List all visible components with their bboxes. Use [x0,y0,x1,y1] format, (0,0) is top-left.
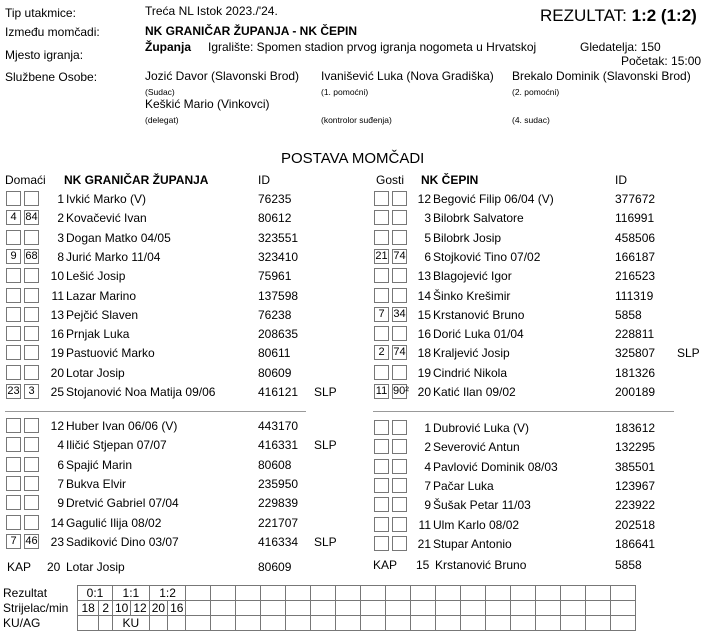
empty-cell [461,601,486,616]
divider [373,411,674,412]
empty-cell [286,616,311,631]
player-id: 458506 [615,231,656,245]
result-block [540,7,697,25]
event-box-1 [374,517,389,532]
player-name: Prnjak Luka [66,327,130,341]
empty-cell [386,616,411,631]
empty-cell [78,616,99,631]
lineup-title: POSTAVA MOMČADI [281,150,425,167]
empty-cell [186,601,211,616]
player-number: 12 [50,419,64,433]
player-name: Dretvić Gabriel 07/04 [66,496,179,510]
event-box-2 [24,515,39,530]
scorer-cell: 10 [113,601,131,616]
player-number: 3 [424,211,431,225]
player-id: 181326 [615,366,656,380]
spectators: Gledatelja: 150 [580,40,661,54]
away-captain-label: KAP [373,558,398,572]
player-name: Dorić Luka 01/04 [433,327,524,341]
scorer-cell: 18 [78,601,99,616]
away-id-header: ID [615,173,627,187]
result-label: REZULTAT: [540,6,627,25]
event-box-1 [6,230,21,245]
score-cell: 1:2 [149,586,186,601]
player-name: Lotar Josip [66,366,125,380]
event-box-2: 46 [25,535,38,547]
city: Županja [145,40,192,54]
player-note: SLP [314,438,337,452]
event-box-1 [374,478,389,493]
event-box-2: 74 [393,250,406,262]
event-box-1 [374,230,389,245]
event-box-2 [24,437,39,452]
venue-label: Mjesto igranja: [5,48,84,62]
empty-cell [361,586,386,601]
player-number: 20 [417,385,431,399]
player-name: Dogan Matko 04/05 [66,231,171,245]
away-captain-id: 5858 [615,558,642,572]
player-number: 1 [57,192,64,206]
player-name: Katić Ilan 09/02 [433,385,516,399]
player-number: 18 [417,346,431,360]
player-number: 1 [424,421,431,435]
empty-cell [211,586,236,601]
player-id: 111319 [615,289,654,303]
player-id: 323410 [258,250,299,264]
player-name: Cindrić Nikola [433,366,508,380]
empty-cell [311,601,336,616]
empty-cell [236,601,261,616]
player-name: Pastuović Marko [66,346,155,360]
player-id: 223922 [615,498,656,512]
player-number: 23 [50,535,64,549]
empty-cell [386,586,411,601]
player-id: 229839 [258,496,299,510]
player-number: 9 [424,498,431,512]
empty-cell [361,601,386,616]
player-name: Huber Ivan 06/06 (V) [66,419,178,433]
empty-cell [586,601,611,616]
divider [5,411,306,412]
event-box-1: 2 [374,345,389,360]
empty-cell [186,616,211,631]
player-id: 132295 [615,440,656,454]
empty-cell [561,616,586,631]
event-box-1: 4 [6,210,21,225]
player-name: Iličić Stjepan 07/07 [66,438,167,452]
event-box-2 [392,478,407,493]
empty-cell [511,601,536,616]
player-number: 3 [57,231,64,245]
empty-cell [168,616,186,631]
player-number: 19 [417,366,431,380]
player-number: 14 [417,289,431,303]
ku-cell: KU [113,616,150,631]
player-id: 221707 [258,516,299,530]
player-id: 5858 [615,308,642,322]
rezultat-label: Rezultat [3,586,48,600]
player-name: Kovačević Ivan [66,211,147,225]
player-name: Jurić Marko 11/04 [66,250,161,264]
empty-cell [99,616,113,631]
player-id: 80609 [258,366,292,380]
scorer-cell: 16 [168,601,186,616]
empty-cell [261,601,286,616]
player-number: 4 [57,438,64,452]
event-box-1 [374,326,389,341]
event-box-2 [392,326,407,341]
player-name: Stojković Tino 07/02 [433,250,541,264]
player-id: 228811 [615,327,655,341]
event-box-1 [374,210,389,225]
player-name: Stojanović Noa Matija 09/06 [66,385,216,399]
event-box-2: 3 [24,384,39,399]
home-captain-id: 80609 [258,560,292,574]
official-assistant-2: Brekalo Dominik (Slavonski Brod) [512,69,691,83]
player-name: Pačar Luka [433,479,494,493]
empty-cell [336,616,361,631]
away-captain-number: 15 [416,558,430,572]
empty-cell [486,601,511,616]
player-name: Pavlović Dominik 08/03 [433,460,558,474]
player-number: 6 [424,250,431,264]
kuag-label: KU/AG [3,616,41,630]
player-id: 416331 [258,438,299,452]
empty-cell [236,616,261,631]
event-box-1 [6,326,21,341]
event-box-1 [6,418,21,433]
empty-cell [261,616,286,631]
empty-cell [511,586,536,601]
away-team-name: NK ČEPIN [421,173,479,187]
event-box-1 [6,515,21,530]
empty-cell [561,586,586,601]
player-number: 25 [50,385,64,399]
player-name: Pejčić Slaven [66,308,139,322]
player-number: 11 [418,518,431,532]
player-number: 4 [424,460,431,474]
event-box-2 [24,288,39,303]
player-name: Blagojević Igor [433,269,512,283]
event-box-1 [374,420,389,435]
away-captain-name: Krstanović Bruno [435,558,527,572]
event-box-2 [24,345,39,360]
empty-cell [436,601,461,616]
player-name: Sadiković Dino 03/07 [66,535,179,549]
player-name: Bukva Elvir [66,477,127,491]
empty-cell [486,616,511,631]
event-box-1 [6,476,21,491]
player-number: 7 [424,479,431,493]
ground: Igralište: Spomen stadion prvog igranja nogometa u Hrvatskoj [208,40,537,54]
home-side-label: Domaći [5,173,46,187]
event-box-2 [392,191,407,206]
empty-cell [461,616,486,631]
player-id: 123967 [615,479,656,493]
competition: Treća NL Istok 2023./'24. [145,4,278,18]
event-box-2 [24,230,39,245]
empty-cell [386,601,411,616]
event-box-1 [374,191,389,206]
player-id: 80608 [258,458,292,472]
empty-cell [149,616,167,631]
player-id: 137598 [258,289,299,303]
player-name: Dubrović Luka (V) [433,421,530,435]
event-box-1 [6,268,21,283]
event-box-1 [374,439,389,454]
empty-cell [311,616,336,631]
empty-cell [561,601,586,616]
event-box-1 [374,268,389,283]
empty-cell [486,586,511,601]
official-role: (Sudac) [145,87,175,97]
event-box-2 [392,517,407,532]
player-name: Kraljević Josip [433,346,510,360]
event-box-2 [24,268,39,283]
summary-table [1,585,636,631]
home-captain-number: 20 [47,560,61,574]
player-number: 15 [417,308,431,322]
event-box-1: 11 [375,385,388,397]
player-number: 7 [57,477,64,491]
event-box-2 [392,536,407,551]
player-number: 10 [50,269,64,283]
home-id-header: ID [258,173,270,187]
event-box-1: 7 [374,307,389,322]
event-box-2 [24,326,39,341]
empty-cell [461,586,486,601]
event-box-2: 68 [25,250,38,262]
player-name: Šinko Krešimir [433,289,511,303]
player-number: 13 [417,269,431,283]
empty-cell [336,586,361,601]
empty-cell [311,586,336,601]
result-row [1,586,636,601]
scorer-cell: 20 [149,601,167,616]
player-id: 75961 [258,269,292,283]
match-title: NK GRANIČAR ŽUPANJA - NK ČEPIN [145,24,358,38]
empty-cell [236,586,261,601]
event-box-2 [24,457,39,472]
kuag-row [1,616,636,631]
player-id: 216523 [615,269,656,283]
event-box-2 [392,268,407,283]
official-role: (delegat) [145,115,179,125]
player-id: 323551 [258,231,299,245]
event-box-1 [6,191,21,206]
event-box-2 [392,497,407,512]
empty-cell [261,586,286,601]
player-number: 13 [50,308,64,322]
empty-cell [611,601,636,616]
event-box-2 [392,230,407,245]
away-side-label: Gosti [376,173,405,187]
scorer-cell: 12 [131,601,149,616]
event-box-1: 9 [6,249,21,264]
event-box-1 [374,536,389,551]
event-box-2 [24,418,39,433]
event-box-2 [24,191,39,206]
event-box-1: 23 [7,385,20,397]
empty-cell [411,616,436,631]
player-id: 80611 [258,346,291,360]
score-cell: 1:1 [113,586,150,601]
event-box-1 [374,288,389,303]
event-box-1 [6,437,21,452]
player-id: 202518 [615,518,656,532]
event-box-1 [6,307,21,322]
empty-cell [511,616,536,631]
player-number: 5 [424,231,431,245]
player-id: 186641 [615,537,656,551]
empty-cell [286,586,311,601]
empty-cell [411,586,436,601]
player-number: 21 [417,537,431,551]
official-delegate: Keškić Mario (Vinkovci) [145,97,270,111]
player-number: 8 [57,250,64,264]
player-id: 76238 [258,308,292,322]
score-cell: 0:1 [78,586,113,601]
empty-cell [361,616,386,631]
player-id: 325807 [615,346,656,360]
player-number: 2 [57,211,64,225]
home-captain-label: KAP [7,560,32,574]
player-id: 208635 [258,327,299,341]
scorer-row [1,601,636,616]
event-box-1 [6,365,21,380]
empty-cell [536,616,561,631]
player-number: 19 [50,346,64,360]
event-box-2: 84 [25,211,38,223]
event-box-1: 7 [6,534,21,549]
empty-cell [211,601,236,616]
empty-cell [536,601,561,616]
empty-cell [586,586,611,601]
empty-cell [336,601,361,616]
player-number: 2 [424,440,431,454]
event-box-2 [392,365,407,380]
player-name: Bilobrk Josip [433,231,502,245]
empty-cell [211,616,236,631]
player-name: Begović Filip 06/04 (V) [433,192,554,206]
event-box-1 [6,345,21,360]
result-value: 1:2 (1:2) [631,6,697,25]
event-box-2 [24,495,39,510]
event-box-1 [374,459,389,474]
officials-label: Službene Osobe: [5,70,98,84]
official-referee: Jozić Davor (Slavonski Brod) [145,69,300,83]
player-name: Gagulić Ilija 08/02 [66,516,162,530]
player-id: 416334 [258,535,299,549]
official-role: (2. pomoćni) [512,87,560,97]
empty-cell [286,601,311,616]
player-id: 80612 [258,211,292,225]
event-box-2 [392,459,407,474]
empty-cell [186,586,211,601]
player-name: Severović Antun [433,440,520,454]
event-box-2 [24,365,39,380]
event-box-2: 90² [393,385,409,397]
empty-cell [436,586,461,601]
player-id: 76235 [258,192,292,206]
player-id: 183612 [615,421,656,435]
event-box-2 [392,439,407,454]
official-role: (4. sudac) [512,115,550,125]
player-id: 116991 [615,211,655,225]
event-box-1 [6,495,21,510]
tip-label: Tip utakmice: [5,6,76,20]
official-assistant-1: Ivanišević Luka (Nova Gradiška) [321,69,494,83]
home-captain-name: Lotar Josip [66,560,125,574]
player-id: 377672 [615,192,656,206]
player-id: 443170 [258,419,299,433]
player-id: 166187 [615,250,656,264]
player-number: 16 [50,327,64,341]
empty-cell [611,586,636,601]
player-name: Lazar Marino [66,289,137,303]
player-number: 16 [417,327,431,341]
official-role: (1. pomoćni) [321,87,369,97]
player-name: Spajić Marin [66,458,133,472]
empty-cell [611,616,636,631]
event-box-1 [6,288,21,303]
player-id: 416121 [258,385,299,399]
home-team-name: NK GRANIČAR ŽUPANJA [64,173,209,187]
event-box-2 [392,420,407,435]
event-box-2: 74 [393,346,406,358]
empty-cell [411,601,436,616]
event-box-1: 21 [375,250,388,262]
player-note: SLP [677,346,700,360]
player-name: Ivkić Marko (V) [66,192,147,206]
event-box-1 [374,497,389,512]
player-id: 235950 [258,477,299,491]
player-number: 9 [57,496,64,510]
strijelac-label: Strijelac/min [3,601,69,615]
kickoff: Početak: 15:00 [621,54,702,68]
empty-cell [436,616,461,631]
empty-cell [536,586,561,601]
event-box-2 [392,210,407,225]
player-number: 11 [51,289,64,303]
event-box-2 [24,307,39,322]
player-name: Šušak Petar 11/03 [433,498,531,512]
between-label: Između momčadi: [5,25,100,39]
official-role: (kontrolor suđenja) [321,115,392,125]
player-id: 385501 [615,460,656,474]
player-number: 6 [57,458,64,472]
player-name: Ulm Karlo 08/02 [433,518,520,532]
player-id: 200189 [615,385,656,399]
player-name: Lešić Josip [66,269,126,283]
event-box-1 [6,457,21,472]
player-name: Krstanović Bruno [433,308,525,322]
player-number: 12 [417,192,431,206]
player-note: SLP [314,385,337,399]
event-box-2: 34 [393,308,406,320]
event-box-1 [374,365,389,380]
player-name: Stupar Antonio [433,537,512,551]
scorer-cell: 2 [99,601,113,616]
player-number: 20 [50,366,64,380]
player-note: SLP [314,535,337,549]
empty-cell [586,616,611,631]
player-number: 14 [50,516,64,530]
event-box-2 [24,476,39,491]
player-name: Bilobrk Salvatore [433,211,524,225]
event-box-2 [392,288,407,303]
